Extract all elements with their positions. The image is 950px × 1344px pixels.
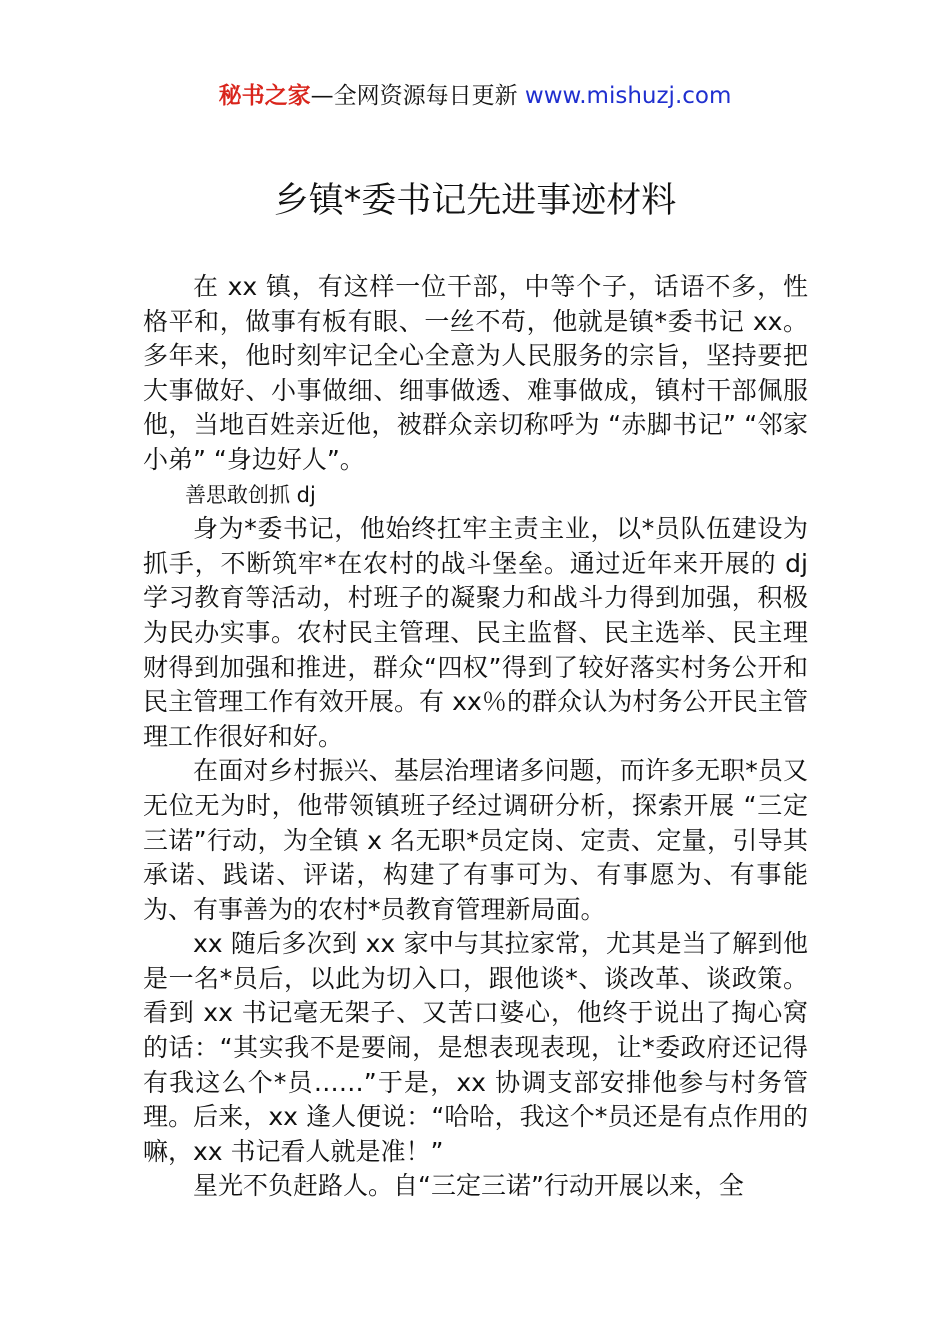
section-heading: 善思敢创抓 dj	[185, 482, 316, 507]
site-url-link[interactable]: www.mishuzj.com	[524, 83, 732, 109]
site-tagline: —全网资源每日更新	[310, 83, 525, 109]
paragraph-story: xx 随后多次到 xx 家中与其拉家常，尤其是当了解到他是一名*员后，以此为切入口，跟他谈*、谈改革、谈政策。看到 xx 书记毫无架子、又苦口婆心，他终于说出了掏心窝的话：“其实我不是要闹，是想表现表现，让*委政府还记得有我这么个*员……”于是，xx 协调支部安排他参与村务管理。后来，xx 逢人便说：“哈哈，我这个*员还是有点作用的嘛，xx 书记看人就是准！”	[143, 929, 808, 1166]
paragraph-party-building: 身为*委书记，他始终扛牢主责主业，以*员队伍建设为抓手，不断筑牢*在农村的战斗堡垒。通过近年来开展的 dj 学习教育等活动，村班子的凝聚力和战斗力得到加强，积极为民办实事。农村民主管理、民主监督、民主选举、民主理财得到加强和推进，群众“四权”得到了较好落实村务公开和民主管理工作有效开展。有 xx％的群众认为村务公开民主管理工作很好和好。	[143, 514, 808, 751]
paragraph-intro: 在 xx 镇，有这样一位干部，中等个子，话语不多，性格平和，做事有板有眼、一丝不苟，他就是镇*委书记 xx。多年来，他时刻牢记全心全意为人民服务的宗旨，坚持要把大事做好、小事做细、细事做透、难事做成，镇村干部佩服他，当地百姓亲近他，被群众亲切称呼为 “赤脚书记” “邻家小弟” “身边好人”。	[143, 272, 808, 474]
site-brand: 秘书之家	[218, 83, 311, 109]
paragraph-three-commitments: 在面对乡村振兴、基层治理诸多问题，而许多无职*员又无位无为时，他带领镇班子经过调研分析，探索开展 “三定三诺”行动，为全镇 x 名无职*员定岗、定责、定量，引导其承诺、践诺、评诺，构建了有事可为、有事愿为、有事能为、有事善为的农村*员教育管理新局面。	[143, 756, 808, 924]
paragraph-conclusion: 星光不负赶路人。自“三定三诺”行动开展以来，全	[193, 1171, 744, 1201]
document-title: 乡镇*委书记先进事迹材料	[273, 181, 677, 221]
site-header	[0, 80, 950, 112]
document-body	[143, 270, 808, 1204]
